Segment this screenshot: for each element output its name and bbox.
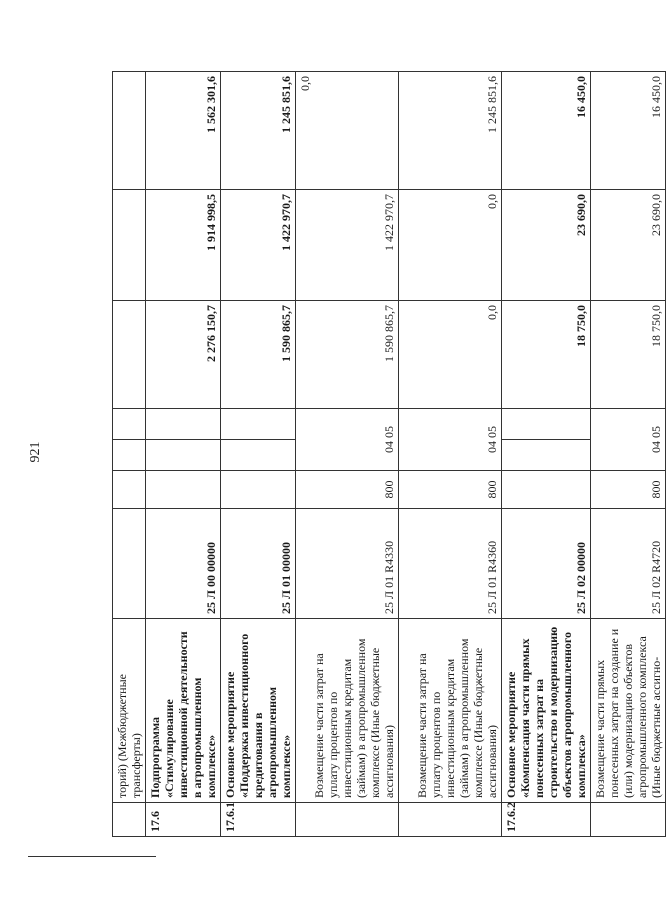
row-ministry — [502, 471, 591, 509]
row-value-2: 23 690,0 — [591, 190, 666, 301]
row-code: 25 Л 02 00000 — [502, 509, 591, 619]
row-section: 04 05 — [296, 409, 399, 471]
table-row — [502, 72, 591, 837]
row-num: 17.6 — [146, 803, 221, 837]
table-row — [221, 72, 296, 837]
table-row — [399, 72, 502, 837]
row-value-1: 1 590 865,7 — [296, 301, 399, 409]
row-name: Подпрограмма «Стимулирование инвестиционной деятельности в агропромышленном комплексе» — [146, 619, 221, 803]
row-num — [399, 803, 502, 837]
row-value-3: 1 562 301,6 — [146, 72, 221, 190]
budget-table-rotated — [112, 72, 663, 837]
row-ministry — [146, 471, 221, 509]
row-num: 17.6.2 — [502, 803, 591, 837]
table-row — [113, 72, 146, 837]
table-row — [296, 72, 399, 837]
row-code: 25 Л 01 R4330 — [296, 509, 399, 619]
row-name: Возмещение части прямых понесенных затрат на создание и (или) модернизацию объектов агропромышленного комплекса (Иные бюджетные ассигно- — [591, 619, 666, 803]
row-code: 25 Л 00 00000 — [146, 509, 221, 619]
table-row — [591, 72, 666, 837]
footnote-divider — [28, 856, 156, 857]
row-num — [591, 803, 666, 837]
row-section — [113, 440, 146, 471]
row-num — [113, 803, 146, 837]
row-section: 04 05 — [591, 409, 666, 471]
row-value-1: 2 276 150,7 — [146, 301, 221, 409]
budget-table — [112, 71, 666, 837]
row-ministry: 800 — [591, 471, 666, 509]
row-value-3: 16 450,0 — [591, 72, 666, 190]
row-num: 17.6.1 — [221, 803, 296, 837]
row-name: торий) (Межбюджетные трансферты) — [113, 619, 146, 803]
row-subsection — [221, 409, 296, 440]
row-section — [221, 440, 296, 471]
row-ministry — [113, 471, 146, 509]
row-value-1: 0,0 — [399, 301, 502, 409]
row-value-2 — [113, 190, 146, 301]
row-value-1: 18 750,0 — [502, 301, 591, 409]
row-num — [296, 803, 399, 837]
row-name: Основное мероприятие «Компенсация части прямых понесенных затрат на строительство и модернизацию объектов агропромышленного комплекса» — [502, 619, 591, 803]
row-name: Возмещение части затрат на уплату процентов по инвестиционным кредитам (займам) в агропромышленном комплексе (Иные бюджетные ассигнования) — [399, 619, 502, 803]
row-code: 25 Л 02 R4720 — [591, 509, 666, 619]
row-code: 25 Л 01 R4360 — [399, 509, 502, 619]
row-value-3: 1 245 851,6 — [221, 72, 296, 190]
row-value-3: 1 245 851,6 — [399, 72, 502, 190]
row-value-2: 1 422 970,7 — [221, 190, 296, 301]
row-subsection — [113, 409, 146, 440]
row-ministry: 800 — [399, 471, 502, 509]
row-ministry — [221, 471, 296, 509]
row-value-2: 23 690,0 — [502, 190, 591, 301]
row-subsection — [502, 409, 591, 440]
row-subsection — [146, 409, 221, 440]
row-value-2: 1 914 998,5 — [146, 190, 221, 301]
row-name: Возмещение части затрат на уплату процентов по инвестиционным кредитам (займам) в агропромышленном комплексе (Иные бюджетные ассигнования) — [296, 619, 399, 803]
row-ministry: 800 — [296, 471, 399, 509]
table-row — [146, 72, 221, 837]
row-section: 04 05 — [399, 409, 502, 471]
row-code: 25 Л 01 00000 — [221, 509, 296, 619]
row-code — [113, 509, 146, 619]
row-value-3: 16 450,0 — [502, 72, 591, 190]
row-name: Основное мероприятие «Поддержка инвестиционного кредитования в агропромышленном комплексе» — [221, 619, 296, 803]
row-value-3 — [113, 72, 146, 190]
row-value-2: 1 422 970,7 — [296, 190, 399, 301]
row-section — [146, 440, 221, 471]
row-section — [502, 440, 591, 471]
page-number: 921 — [28, 441, 43, 463]
row-value-1: 1 590 865,7 — [221, 301, 296, 409]
row-value-2: 0,0 — [399, 190, 502, 301]
row-value-1: 18 750,0 — [591, 301, 666, 409]
row-value-3: 0,0 — [296, 72, 399, 190]
row-value-1 — [113, 301, 146, 409]
